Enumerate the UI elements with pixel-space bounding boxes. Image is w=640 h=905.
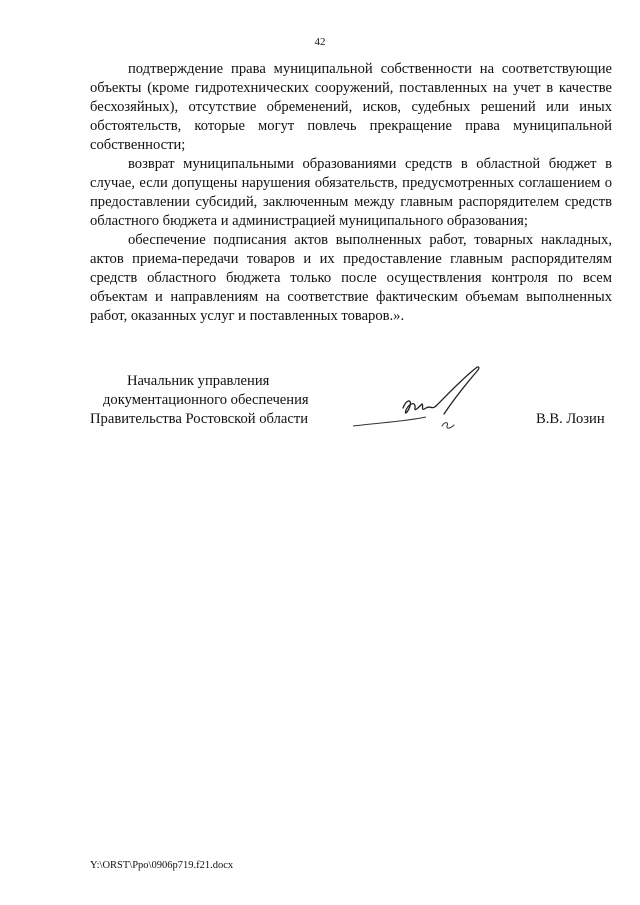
signatory-title <box>90 372 309 429</box>
handwritten-signature <box>348 360 488 440</box>
paragraph: возврат муниципальными образованиями средств в областной бюджет в случае, если допущены нарушения обязательств, предусмотренных соглашением о предоставлении субсидий, заключенным между главным распорядителем средств областного бюджета и администрацией муниципального образования; <box>90 156 612 229</box>
paragraph: обеспечение подписания актов выполненных работ, товарных накладных, актов приема-передачи товаров и их предоставление главным распорядителям средств областного бюджета только после осуществления контроля по всем объектам и направлениям на соответствие фактическим объемам выполненных работ, оказанных услуг и поставленных товаров.». <box>90 232 612 324</box>
signatory-name: В.В. Лозин <box>536 411 605 427</box>
signatory-title-line: документационного обеспечения <box>103 392 309 408</box>
body-text <box>90 60 612 326</box>
signatory-title-line: Правительства Ростовской области <box>90 411 309 427</box>
signatory-title-line: Начальник управления <box>127 373 270 389</box>
paragraph: подтверждение права муниципальной собственности на соответствующие объекты (кроме гидротехнических сооружений, поставленных на учет в качестве бесхозяйных), отсутствие обременений, исков, судебных решений или иных обстоятельств, которые могут повлечь прекращение права муниципальной собственности; <box>90 61 612 153</box>
file-path: Y:\ORST\Ppo\0906p719.f21.docx <box>90 860 234 871</box>
page-number: 42 <box>314 36 326 48</box>
